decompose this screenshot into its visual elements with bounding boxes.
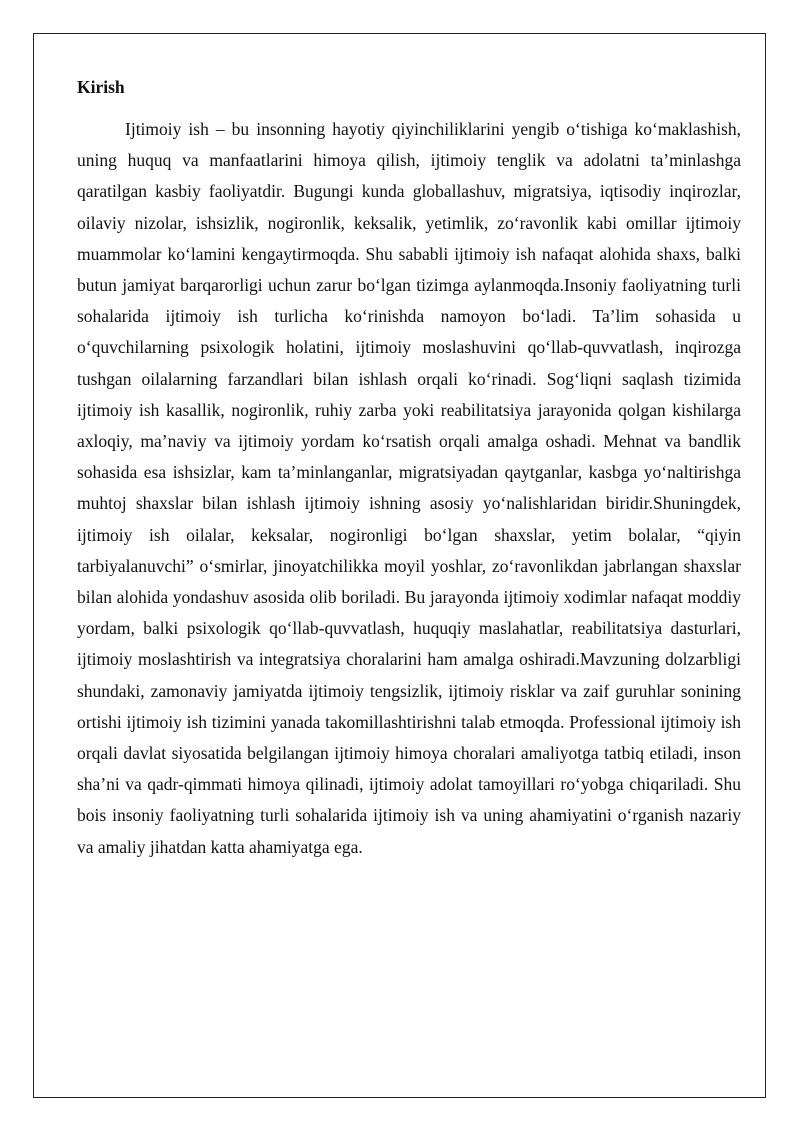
section-heading: Kirish (77, 77, 125, 97)
document-body (77, 72, 741, 863)
body-paragraph: Ijtimoiy ish – bu insonning hayotiy qiyinchiliklarini yengib o‘tishiga ko‘maklashish, uning huquq va manfaatlarini himoya qilish, ijtimoiy tenglik va adolatni ta’minlashga qaratilgan kasbiy faoliyatdir. Bugungi kunda globallashuv, migratsiya, iqtisodiy inqirozlar, oilaviy nizolar, ishsizlik, nogironlik, keksalik, yetimlik, zo‘ravonlik kabi omillar ijtimoiy muammolar ko‘lamini kengaytirmoqda. Shu sababli ijtimoiy ish nafaqat alohida shaxs, balki butun jamiyat barqarorligi uchun zarur bo‘lgan tizimga aylanmoqda.Insoniy faoliyatning turli sohalarida ijtimoiy ish turlicha ko‘rinishda namoyon bo‘ladi. Ta’lim sohasida u o‘quvchilarning psixologik holatini, ijtimoiy moslashuvini qo‘llab-quvvatlash, inqirozga tushgan oilalarning farzandlari bilan ishlash orqali ko‘rinadi. Sog‘liqni saqlash tizimida ijtimoiy ish kasallik, nogironlik, ruhiy zarba yoki reabilitatsiya jarayonida qolgan kishilarga axloqiy, ma’naviy va ijtimoiy yordam ko‘rsatish orqali amalga oshadi. Mehnat va bandlik sohasida esa ishsizlar, kam ta’minlanganlar, migratsiyadan qaytganlar, kasbga yo‘naltirishga muhtoj shaxslar bilan ishlash ijtimoiy ishning asosiy yo‘nalishlaridan biridir.Shuningdek, ijtimoiy ish oilalar, keksalar, nogironligi bo‘lgan shaxslar, yetim bolalar, “qiyin tarbiyalanuvchi” o‘smirlar, jinoyatchilikka moyil yoshlar, zo‘ravonlikdan jabrlangan shaxslar bilan alohida yondashuv asosida olib boriladi. Bu jarayonda ijtimoiy xodimlar nafaqat moddiy yordam, balki psixologik qo‘llab-quvvatlash, huquqiy maslahatlar, reabilitatsiya dasturlari, ijtimoiy moslashtirish va integratsiya choralarini ham amalga oshiradi.Mavzuning dolzarbligi shundaki, zamonaviy jamiyatda ijtimoiy tengsizlik, ijtimoiy risklar va zaif guruhlar sonining ortishi ijtimoiy ish tizimini yanada takomillashtirishni talab etmoqda. Professional ijtimoiy ish orqali davlat siyosatida belgilangan ijtimoiy himoya choralari amaliyotga tatbiq etiladi, inson sha’ni va qadr-qimmati himoya qilinadi, ijtimoiy adolat tamoyillari ro‘yobga chiqariladi. Shu bois insoniy faoliyatning turli sohalarida ijtimoiy ish va uning ahamiyatini o‘rganish nazariy va amaliy jihatdan katta ahamiyatga ega. (77, 119, 741, 857)
